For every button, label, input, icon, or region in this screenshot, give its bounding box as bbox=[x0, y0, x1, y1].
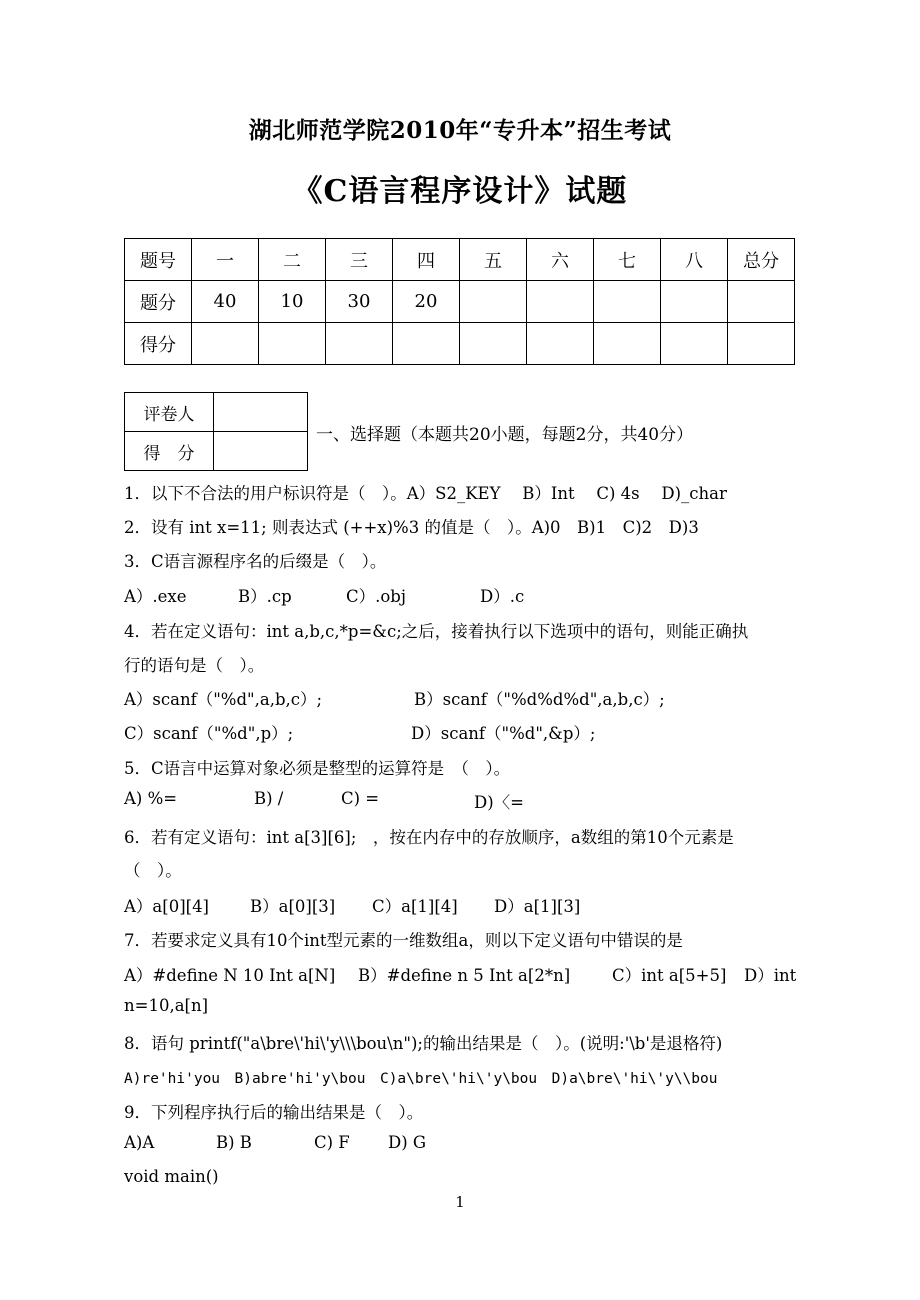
score-cell: 20 bbox=[393, 281, 460, 323]
reviewer-label: 评卷人 bbox=[125, 393, 214, 432]
question-text: 2．设有 int x=11; 则表达式 (++x)%3 的值是（ ）。A)0 B)1 C)2 D)3 bbox=[124, 518, 699, 537]
score-cell bbox=[594, 323, 661, 365]
option-a: A) %= bbox=[124, 789, 178, 808]
score-cell bbox=[527, 323, 594, 365]
question-text: 3．C语言源程序名的后缀是（ ）。 bbox=[124, 552, 387, 571]
option-a: A）a[0][4] bbox=[124, 897, 209, 916]
option-c: C）scanf（"%d",p）; bbox=[124, 724, 294, 743]
score-cell: 四 bbox=[393, 239, 460, 281]
option-a: A)A bbox=[124, 1133, 155, 1152]
option-c: C) = bbox=[341, 789, 380, 808]
score-cell: 二 bbox=[259, 239, 326, 281]
question-text: 行的语句是（ ）。 bbox=[124, 656, 265, 675]
question-5 bbox=[124, 755, 510, 779]
score-cell: 七 bbox=[594, 239, 661, 281]
question-9 bbox=[124, 1099, 423, 1123]
score-cell bbox=[661, 323, 728, 365]
score-table-row-earned bbox=[125, 323, 795, 365]
grader-table bbox=[124, 392, 308, 471]
question-4-options-ab bbox=[124, 686, 724, 708]
score-cell: 总分 bbox=[728, 239, 795, 281]
question-text: 8．语句 printf("a\bre\'hi\'y\\\bou\n");的输出结果是（ ）。(说明:'\b'是退格符) bbox=[124, 1034, 723, 1053]
exam-subtitle: 《C语言程序设计》试题 bbox=[292, 174, 628, 209]
options-text: A)re'hi'you B)abre'hi'y\bou C)a\bre\'hi\'y\bou D)a\bre\'hi\'y\\bou bbox=[124, 1071, 718, 1087]
option-d: D) G bbox=[388, 1133, 427, 1152]
score-cell bbox=[460, 281, 527, 323]
option-d: D）.c bbox=[480, 587, 525, 606]
question-8 bbox=[124, 1030, 722, 1054]
option-b: B）a[0][3] bbox=[250, 897, 336, 916]
score-cell bbox=[192, 323, 259, 365]
option-b: B）.cp bbox=[238, 587, 292, 606]
question-text: 5．C语言中运算对象必须是整型的运算符是 （ ）。 bbox=[124, 759, 511, 778]
option-b: B) / bbox=[254, 789, 284, 808]
score-table-row-points bbox=[125, 281, 795, 323]
score-cell bbox=[527, 281, 594, 323]
option-b: B) B bbox=[216, 1133, 252, 1152]
question-4-options-cd bbox=[124, 720, 724, 742]
question-text: 9．下列程序执行后的输出结果是（ ）。 bbox=[124, 1103, 424, 1122]
question-2 bbox=[124, 514, 699, 538]
option-c: C）.obj bbox=[346, 587, 406, 606]
option-a: A）.exe bbox=[124, 587, 187, 606]
score-cell bbox=[393, 323, 460, 365]
question-7 bbox=[124, 927, 683, 951]
option-d: D）scanf（"%d",&p）; bbox=[411, 724, 596, 743]
score-table-row-number bbox=[125, 239, 795, 281]
score-table bbox=[124, 238, 795, 365]
question-text: 6．若有定义语句：int a[3][6]; ，按在内存中的存放顺序，a数组的第10个元素是 bbox=[124, 828, 734, 847]
score-cell: 一 bbox=[192, 239, 259, 281]
option-a: A）scanf（"%d",a,b,c）; bbox=[124, 690, 323, 709]
question-6-options bbox=[124, 893, 644, 915]
question-6 bbox=[124, 824, 734, 848]
page-number: 1 bbox=[455, 1193, 465, 1211]
score-cell: 题分 bbox=[125, 281, 192, 323]
section-heading: 一、选择题（本题共20小题，每题2分，共40分） bbox=[316, 425, 694, 445]
score-cell bbox=[728, 281, 795, 323]
question-1 bbox=[124, 480, 727, 504]
question-4-cont bbox=[124, 652, 264, 676]
option-c: C）int a[5+5] bbox=[612, 966, 727, 985]
score-cell bbox=[326, 323, 393, 365]
question-text: 7．若要求定义具有10个int型元素的一维数组a，则以下定义语句中错误的是 bbox=[124, 931, 683, 950]
question-text: 1．以下不合法的用户标识符是（ ）。A）S2_KEY B）Int C) 4s D)_char bbox=[124, 484, 727, 503]
question-5-options bbox=[124, 789, 644, 811]
score-cell: 六 bbox=[527, 239, 594, 281]
score-cell bbox=[594, 281, 661, 323]
code-line bbox=[124, 1167, 219, 1186]
question-7-options bbox=[124, 962, 796, 984]
option-a: A）#define N 10 Int a[N] bbox=[124, 966, 336, 985]
question-6-cont bbox=[124, 857, 182, 881]
option-d: D)〈= bbox=[474, 793, 524, 812]
score-cell bbox=[661, 281, 728, 323]
option-d: D）a[1][3] bbox=[494, 897, 581, 916]
score-cell: 得分 bbox=[125, 323, 192, 365]
score-cell: 五 bbox=[460, 239, 527, 281]
code-text: void main() bbox=[124, 1167, 219, 1186]
exam-title: 湖北师范学院2010年“专升本”招生考试 bbox=[248, 117, 672, 144]
question-7-options-cont bbox=[124, 996, 208, 1015]
score-cell bbox=[728, 323, 795, 365]
score-cell bbox=[460, 323, 527, 365]
reviewer-cell bbox=[214, 393, 308, 432]
grader-score-cell bbox=[214, 432, 308, 471]
score-cell: 八 bbox=[661, 239, 728, 281]
option-d-cont: n=10,a[n] bbox=[124, 996, 209, 1015]
question-8-options bbox=[124, 1067, 717, 1088]
question-3 bbox=[124, 548, 386, 572]
question-text: 4．若在定义语句：int a,b,c,*p=&c;之后，接着执行以下选项中的语句，则能正确执 bbox=[124, 622, 749, 641]
option-b: B）scanf（"%d%d%d",a,b,c）; bbox=[414, 690, 665, 709]
score-cell: 三 bbox=[326, 239, 393, 281]
option-d: D）int bbox=[744, 966, 797, 985]
question-3-options bbox=[124, 583, 644, 605]
question-4 bbox=[124, 618, 748, 642]
question-text: （ ）。 bbox=[124, 861, 182, 880]
score-cell: 30 bbox=[326, 281, 393, 323]
score-cell: 40 bbox=[192, 281, 259, 323]
question-9-options bbox=[124, 1133, 544, 1155]
option-c: C) F bbox=[314, 1133, 350, 1152]
score-cell: 10 bbox=[259, 281, 326, 323]
option-b: B）#define n 5 Int a[2*n] bbox=[358, 966, 571, 985]
score-cell bbox=[259, 323, 326, 365]
grader-score-label: 得 分 bbox=[125, 432, 214, 471]
score-cell: 题号 bbox=[125, 239, 192, 281]
option-c: C）a[1][4] bbox=[372, 897, 458, 916]
